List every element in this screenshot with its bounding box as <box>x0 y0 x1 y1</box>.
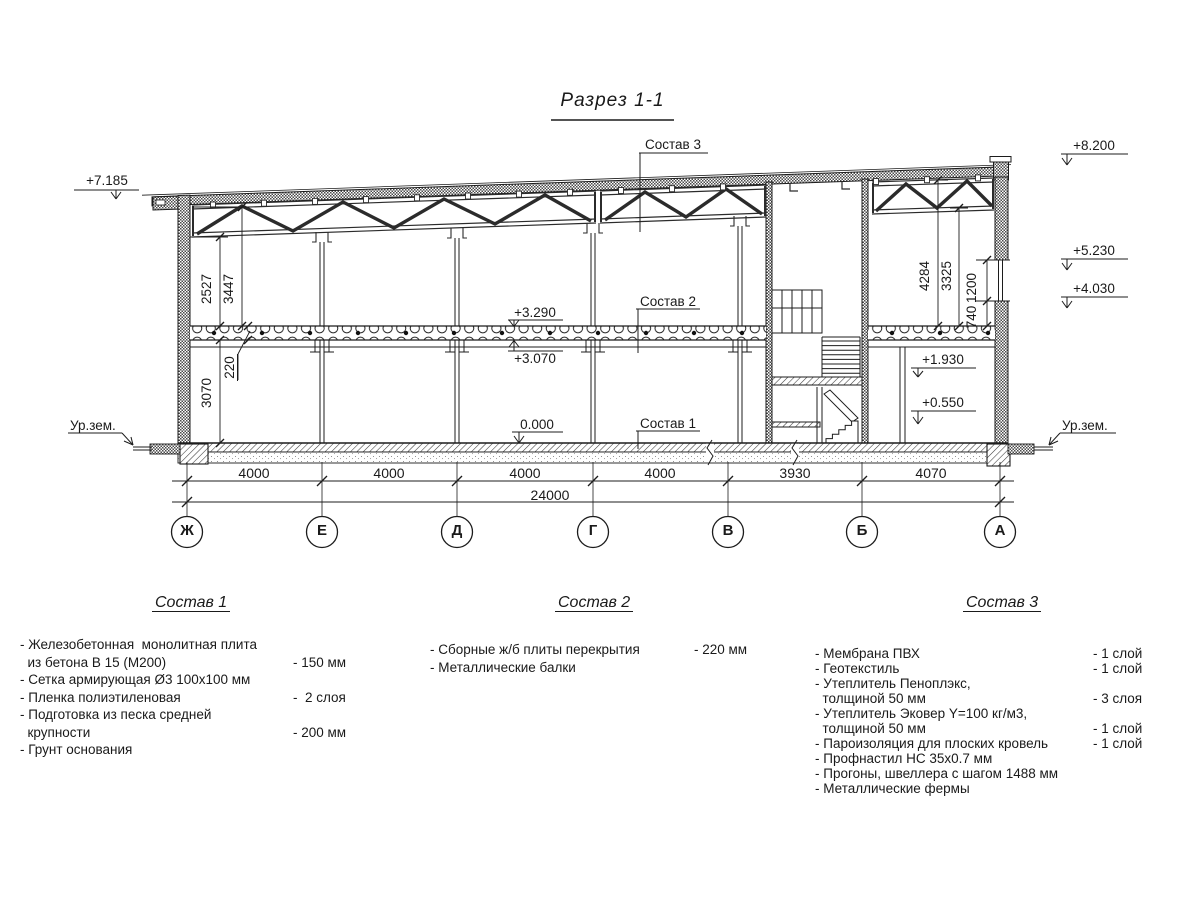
stairs <box>772 290 862 443</box>
comp2-list <box>430 641 760 676</box>
right-wall-upper <box>995 177 1008 260</box>
list-item: - Профнастил НС 35х0.7 мм <box>815 751 993 766</box>
mark-0550 <box>911 411 976 424</box>
list-item: толщиной 50 мм - 1 слой <box>815 721 1143 736</box>
right-wall-lower <box>995 301 1008 443</box>
sand-layer <box>178 452 995 463</box>
list-item: - Геотекстиль - 1 слой <box>815 661 1143 676</box>
list-item: - Утеплитель Эковер Y=100 кг/м3, <box>815 706 1028 721</box>
list-item: из бетона В 15 (М200) - 150 мм <box>20 654 347 670</box>
lower-flight <box>817 387 858 443</box>
ref-sostav1: Состав 1 <box>640 416 696 431</box>
list-item: толщиной 50 мм - 3 слоя <box>815 691 1143 706</box>
list-item: крупности - 200 мм <box>20 724 347 740</box>
dim-3325: 3325 <box>939 260 954 292</box>
foundation-left <box>180 444 208 464</box>
list-item: - Металлические фермы <box>815 781 970 796</box>
dim-1200: 1200 <box>964 272 979 304</box>
dim-bay-4: 4000 <box>644 465 676 481</box>
floor-beams <box>190 340 995 352</box>
dim-3070: 3070 <box>199 377 214 409</box>
dim-220: 220 <box>223 354 238 381</box>
list-item: - Металлические балки <box>430 659 576 675</box>
ground-slab <box>178 443 1008 452</box>
dim-bay-3: 4000 <box>509 465 541 481</box>
blind-area-left <box>150 444 180 454</box>
right-window <box>993 260 1010 301</box>
elevation-landing-lower: +0.550 <box>922 395 964 410</box>
list-item: - Сетка армирующая Ø3 100х100 мм <box>20 672 251 687</box>
axis-label-zh: Ж <box>180 522 194 539</box>
left-wall <box>178 195 190 443</box>
mark-5230 <box>1061 259 1128 270</box>
dim-3447: 3447 <box>221 273 236 305</box>
list-item: - Прогоны, швеллера с шагом 1488 мм <box>815 766 1059 781</box>
list-item: - Пленка полиэтиленовая - 2 слоя <box>20 689 346 705</box>
dim-bay-6: 4070 <box>915 465 947 481</box>
axis-label-a: А <box>994 522 1006 539</box>
mark-7185 <box>74 190 139 199</box>
stair-landing-upper <box>772 377 862 385</box>
axis-label-d: Д <box>451 522 463 539</box>
dim-bay-1: 4000 <box>238 465 270 481</box>
elevation-window-top: +5.230 <box>1073 243 1115 258</box>
dim-740: 740 <box>964 305 979 329</box>
axis-label-b: Б <box>856 522 868 539</box>
dim-bay-5: 3930 <box>779 465 811 481</box>
elevation-slab-top: +3.290 <box>514 305 556 320</box>
upper-flight <box>822 337 860 377</box>
mark-0000 <box>512 432 563 443</box>
comp3-list <box>815 646 1155 796</box>
mark-ground-left <box>68 433 133 445</box>
dim-4284: 4284 <box>917 260 932 292</box>
elevation-right-parapet: +8.200 <box>1073 138 1115 153</box>
elevation-left-parapet: +7.185 <box>86 173 128 188</box>
mark-4030 <box>1061 297 1128 308</box>
stair-landing-lower <box>772 422 820 427</box>
axis-label-v: В <box>722 522 734 539</box>
list-item: - Сборные ж/б плиты перекрытия - 220 мм <box>430 642 748 657</box>
foundation-right <box>987 444 1010 466</box>
ground-level-label-right: Ур.зем. <box>1062 418 1108 433</box>
stairwell-wall-left <box>766 182 772 443</box>
comp2-title: Состав 2 <box>555 596 633 612</box>
axis-label-e: Е <box>316 522 327 539</box>
stair-steps <box>820 421 858 443</box>
mark-1930 <box>911 368 976 377</box>
dim-2527: 2527 <box>199 273 214 305</box>
stairwell-wall-right <box>862 179 868 443</box>
ref-sostav2: Состав 2 <box>640 294 696 309</box>
mark-8200 <box>1061 154 1128 165</box>
elevation-window-sill: +4.030 <box>1073 281 1115 296</box>
right-parapet-cap <box>990 157 1011 163</box>
comp3-title: Состав 3 <box>963 596 1041 612</box>
dim-total: 24000 <box>530 487 570 503</box>
leader-lines <box>551 120 708 449</box>
floor-slab <box>190 326 995 352</box>
blind-area-right <box>1008 444 1034 454</box>
axis-label-g: Г <box>588 522 598 539</box>
comp1-list <box>20 636 365 759</box>
list-item: - Утеплитель Пеноплэкс, <box>815 676 971 691</box>
list-item: - Мембрана ПВХ - 1 слой <box>815 646 1143 661</box>
elevation-landing-upper: +1.930 <box>922 352 964 367</box>
comp1-title: Состав 1 <box>152 596 230 612</box>
mark-ground-right <box>1049 433 1116 445</box>
ref-sostav3: Состав 3 <box>645 137 701 152</box>
mark-3070 <box>508 341 563 352</box>
stair-glazing <box>772 290 822 333</box>
elevation-floor-zero: 0.000 <box>520 417 554 432</box>
dim-bay-2: 4000 <box>373 465 405 481</box>
list-item: - Пароизоляция для плоских кровель - 1 слой <box>815 736 1143 751</box>
elevation-slab-bottom: +3.070 <box>514 351 556 366</box>
list-item: - Грунт основания <box>20 742 133 757</box>
drawing-title: Разрез 1-1 <box>560 90 665 111</box>
list-item: - Подготовка из песка средней <box>20 707 212 722</box>
ground-level-label-left: Ур.зем. <box>70 418 116 433</box>
stair-railing <box>824 390 858 422</box>
list-item: - Железобетонная монолитная плита <box>20 637 258 652</box>
